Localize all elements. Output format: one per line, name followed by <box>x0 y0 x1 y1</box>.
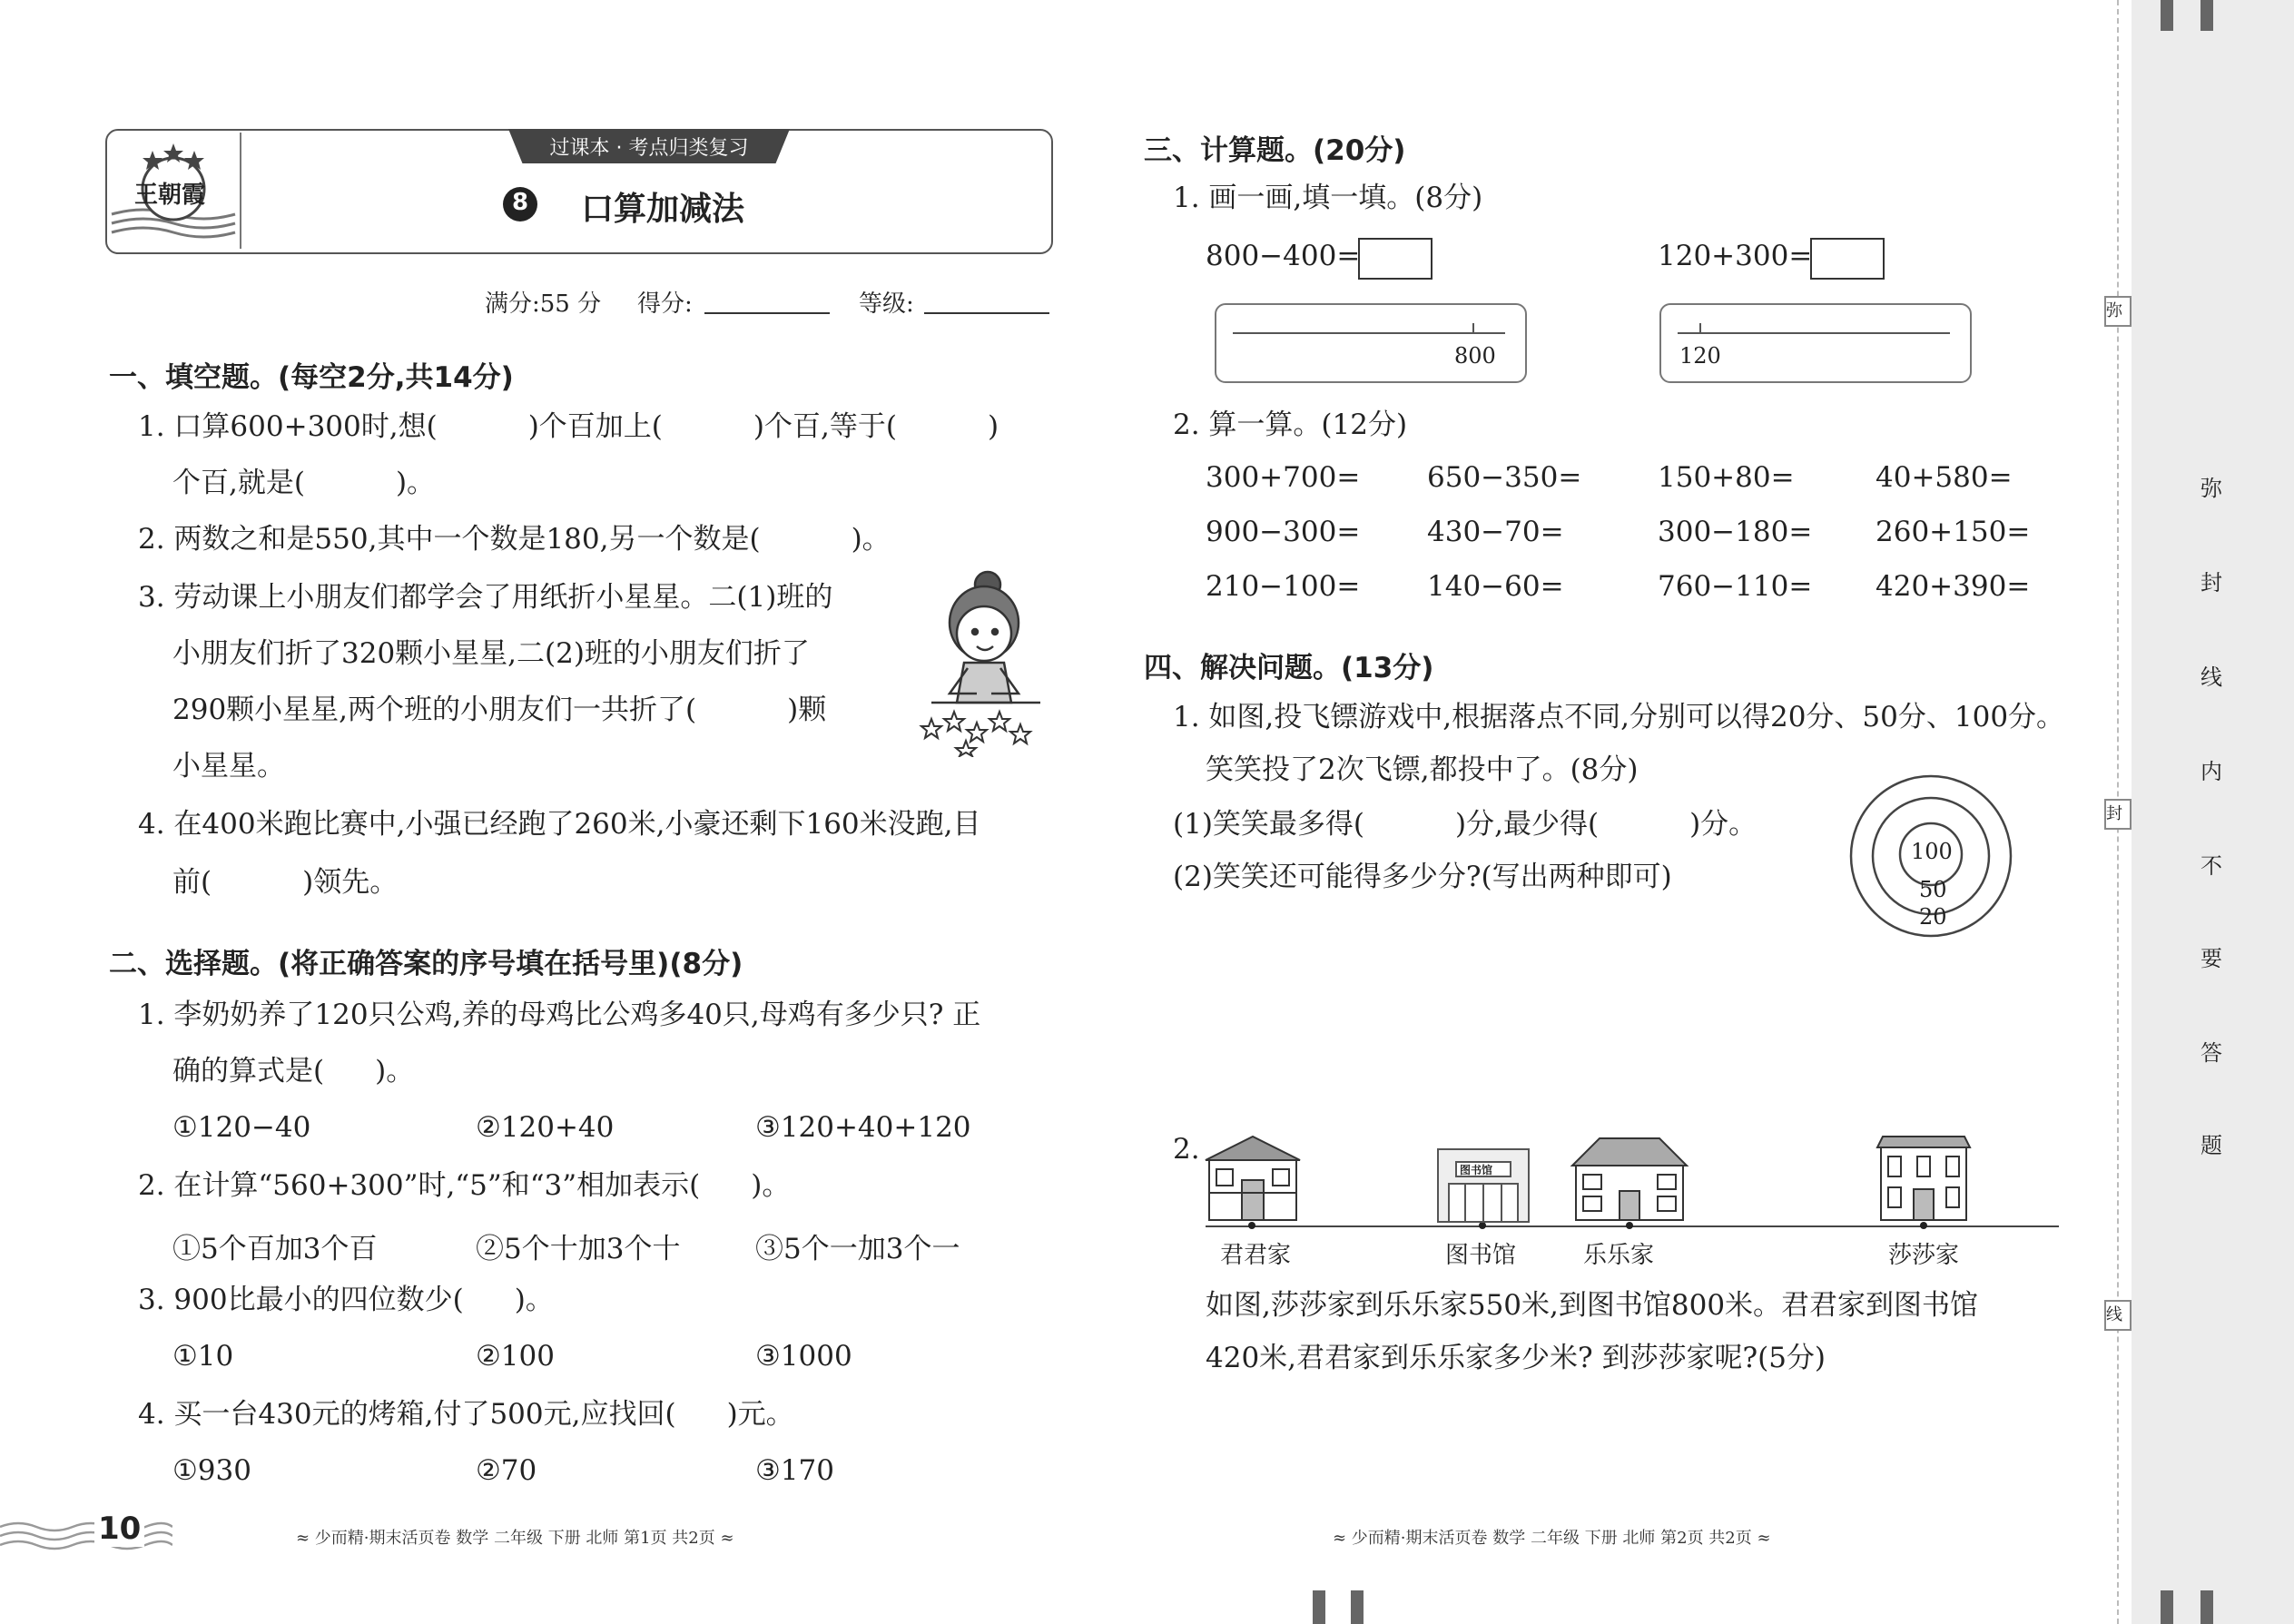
s4-q1-line1: 1. 如图,投飞镖游戏中,根据落点不同,分别可以得20分、50分、100分。 <box>1173 701 2065 733</box>
s4-q2-line2: 420米,君君家到乐乐家多少米? 到莎莎家呢?(5分) <box>1206 1342 1826 1374</box>
s2-q3-text-a: 3. 900比最小的四位数少( <box>138 1284 464 1316</box>
s4-q1-line2: 笑笑投了2次飞镖,都投中了。(8分) <box>1206 753 1639 786</box>
library-illustration <box>1429 1140 1538 1225</box>
s2-q4-option-3[interactable]: ③170 <box>755 1454 834 1487</box>
library-sign: 图书馆 <box>1460 1164 1493 1176</box>
s4-q2-line1: 如图,莎莎家到乐乐家550米,到图书馆800米。君君家到图书馆 <box>1206 1289 1979 1322</box>
number-line-2-tick <box>1699 323 1701 334</box>
binding-char: 答 <box>2200 1040 2222 1066</box>
s1-q1-text-e: 个百,就是( <box>172 467 305 499</box>
calc-item[interactable]: 300−180= <box>1658 516 1813 548</box>
s2-q1-text-a: 确的算式是( <box>172 1055 325 1088</box>
dartboard-label-20: 20 <box>1919 904 1947 930</box>
house-lele-illustration <box>1563 1133 1696 1224</box>
girl-folding-stars-illustration <box>913 566 1049 757</box>
dartboard-label-100: 100 <box>1911 839 1953 864</box>
place-label-shasha: 莎莎家 <box>1888 1242 1960 1269</box>
s1-q3-text-b: )颗 <box>787 694 827 726</box>
binding-mark <box>2200 1590 2213 1624</box>
s1-q1-text-c: )个百,等于( <box>753 410 897 443</box>
s1-q1-line1 <box>138 408 999 445</box>
s1-q1-text-b: )个百加上( <box>527 410 663 443</box>
unit-number: 8 <box>511 189 529 216</box>
s3-eq1-answer-box[interactable] <box>1358 238 1433 280</box>
dartboard <box>1848 773 2013 939</box>
s1-q4-text-a: 前( <box>172 866 212 899</box>
s2-q4-option-1[interactable]: ①930 <box>172 1454 251 1487</box>
binding-char: 线 <box>2200 664 2222 690</box>
s1-q3-line4: 小星星。 <box>172 750 285 782</box>
full-score: 满分:55 分 <box>485 290 602 318</box>
s2-q1-option-1[interactable]: ①120−40 <box>172 1111 311 1144</box>
s1-q3-line1: 3. 劳动课上小朋友们都学会了用纸折小星星。二(1)班的 <box>138 581 833 614</box>
s1-q2-text-a: 2. 两数之和是550,其中一个数是180,另一个数是( <box>138 523 761 556</box>
s2-q3-option-1[interactable]: ①10 <box>172 1340 234 1373</box>
s4-q1-sub1-c: )分。 <box>1689 808 1757 841</box>
s2-q3-text-b: )。 <box>514 1284 554 1316</box>
calc-item[interactable]: 420+390= <box>1876 570 2031 603</box>
s1-q1-text-f: )。 <box>395 467 436 499</box>
calc-item[interactable]: 260+150= <box>1876 516 2031 548</box>
page-number: 10 <box>94 1511 144 1547</box>
calc-item[interactable]: 40+580= <box>1876 461 2013 494</box>
s2-q2-option-1[interactable]: ①5个百加3个百 <box>172 1233 378 1265</box>
s1-q2-text-b: )。 <box>851 523 891 556</box>
s2-q4-text-a: 4. 买一台430元的烤箱,付了500元,应找回( <box>138 1398 676 1431</box>
s1-q3-line3 <box>172 692 826 728</box>
house-shasha-illustration <box>1874 1133 1974 1224</box>
s2-q2-text-b: )。 <box>751 1169 791 1202</box>
fold-mark <box>1351 1590 1364 1624</box>
score-label: 得分: <box>637 290 693 318</box>
calc-item[interactable]: 650−350= <box>1427 461 1582 494</box>
binding-char: 封 <box>2200 570 2222 595</box>
s3-eq2-answer-box[interactable] <box>1810 238 1885 280</box>
calc-item[interactable]: 300+700= <box>1206 461 1361 494</box>
s1-q1-text-d: ) <box>987 410 999 443</box>
calc-item[interactable]: 210−100= <box>1206 570 1361 603</box>
s4-q1-sub1-a: (1)笑笑最多得( <box>1173 808 1365 841</box>
section1-title: 一、填空题。(每空2分,共14分) <box>109 361 514 394</box>
number-line-1-label: 800 <box>1454 343 1496 369</box>
s1-q4-line1: 4. 在400米跑比赛中,小强已经跑了260米,小豪还剩下160米没跑,目 <box>138 808 981 841</box>
footer-left: ≈ 少而精·期末活页卷 数学 二年级 下册 北师 第1页 共2页 ≈ <box>296 1529 734 1548</box>
binding-char: 题 <box>2200 1133 2222 1158</box>
score-blank[interactable] <box>704 312 830 314</box>
section3-title: 三、计算题。(20分) <box>1144 134 1406 167</box>
binding-tag-text: 封 <box>2106 804 2122 823</box>
binding-char: 不 <box>2200 853 2222 879</box>
s1-q3-text-a: 290颗小星星,两个班的小朋友们一共折了( <box>172 694 697 726</box>
s2-q4-text-b: )元。 <box>726 1398 794 1431</box>
place-label-library: 图书馆 <box>1445 1242 1517 1269</box>
binding-tag-text: 弥 <box>2106 301 2122 320</box>
s2-q1-line1: 1. 李奶奶养了120只公鸡,养的母鸡比公鸡多40只,母鸡有多少只? 正 <box>138 999 981 1031</box>
s2-q1-text-b: )。 <box>375 1055 415 1088</box>
s1-q4-line2 <box>172 864 398 901</box>
s4-q1-sub1-b: )分,最少得( <box>1455 808 1600 841</box>
dartboard-label-50: 50 <box>1919 877 1947 902</box>
number-line-2-label: 120 <box>1679 343 1721 369</box>
s2-q4-option-2[interactable]: ②70 <box>476 1454 537 1487</box>
s2-q2-option-2[interactable]: ②5个十加3个十 <box>476 1233 681 1265</box>
s4-q1-sub1 <box>1173 806 1757 842</box>
s3-part2-title: 2. 算一算。(12分) <box>1173 408 1408 441</box>
place-label-lele: 乐乐家 <box>1583 1242 1655 1269</box>
s1-q1-text-a: 1. 口算600+300时,想( <box>138 410 438 443</box>
binding-char: 内 <box>2200 759 2222 784</box>
s3-eq1: 800−400= <box>1206 240 1361 272</box>
s2-q2-option-3[interactable]: ③5个一加3个一 <box>755 1233 960 1265</box>
s2-q1-line2 <box>172 1053 414 1089</box>
logo-text: 王朝霞 <box>134 182 206 209</box>
page-corner-waves <box>0 1518 172 1554</box>
s1-q1-line2 <box>172 465 435 501</box>
section4-title: 四、解决问题。(13分) <box>1144 652 1434 684</box>
s1-q2 <box>138 521 891 557</box>
calc-item[interactable]: 760−110= <box>1658 570 1813 603</box>
unit-title: 口算加减法 <box>581 191 745 228</box>
calc-item[interactable]: 900−300= <box>1206 516 1361 548</box>
binding-tag-text: 线 <box>2106 1305 2122 1324</box>
grade-blank[interactable] <box>924 312 1049 314</box>
logo <box>107 133 241 249</box>
s2-q3 <box>138 1282 554 1318</box>
number-line-1-tick <box>1472 323 1474 334</box>
s1-q3-line2: 小朋友们折了320颗小星星,二(2)班的小朋友们折了 <box>172 637 810 670</box>
binding-char: 要 <box>2200 946 2222 971</box>
place-label-junjun: 君君家 <box>1220 1242 1292 1269</box>
header-ribbon-text: 过课本 · 考点归类复习 <box>549 137 749 160</box>
binding-char: 弥 <box>2200 476 2222 501</box>
s4-q2-number: 2. <box>1173 1133 1200 1166</box>
s1-q4-text-b: )领先。 <box>302 866 399 899</box>
number-line-1 <box>1233 332 1505 334</box>
fold-mark <box>1313 1590 1325 1624</box>
section2-title: 二、选择题。(将正确答案的序号填在括号里)(8分) <box>109 948 743 980</box>
calc-item[interactable]: 140−60= <box>1427 570 1564 603</box>
number-line-2 <box>1678 332 1950 334</box>
s3-eq2: 120+300= <box>1658 240 1813 272</box>
calc-item[interactable]: 430−70= <box>1427 516 1564 548</box>
binding-margin <box>2132 0 2294 1624</box>
s3-part1-title: 1. 画一画,填一填。(8分) <box>1173 182 1483 214</box>
house-junjun-illustration <box>1200 1133 1305 1224</box>
s2-q3-option-3[interactable]: ③1000 <box>755 1340 852 1373</box>
s4-q1-sub2: (2)笑笑还可能得多少分?(写出两种即可) <box>1173 861 1672 893</box>
s2-q1-option-2[interactable]: ②120+40 <box>476 1111 615 1144</box>
grade-label: 等级: <box>859 290 914 318</box>
s2-q1-option-3[interactable]: ③120+40+120 <box>755 1111 971 1144</box>
binding-mark <box>2161 1590 2173 1624</box>
binding-mark <box>2200 0 2213 31</box>
s2-q4 <box>138 1396 794 1432</box>
s2-q2 <box>138 1167 790 1204</box>
calc-item[interactable]: 150+80= <box>1658 461 1795 494</box>
binding-mark <box>2161 0 2173 31</box>
footer-right: ≈ 少而精·期末活页卷 数学 二年级 下册 北师 第2页 共2页 ≈ <box>1333 1529 1771 1548</box>
s2-q2-text-a: 2. 在计算“560+300”时,“5”和“3”相加表示( <box>138 1169 701 1202</box>
s2-q3-option-2[interactable]: ②100 <box>476 1340 555 1373</box>
